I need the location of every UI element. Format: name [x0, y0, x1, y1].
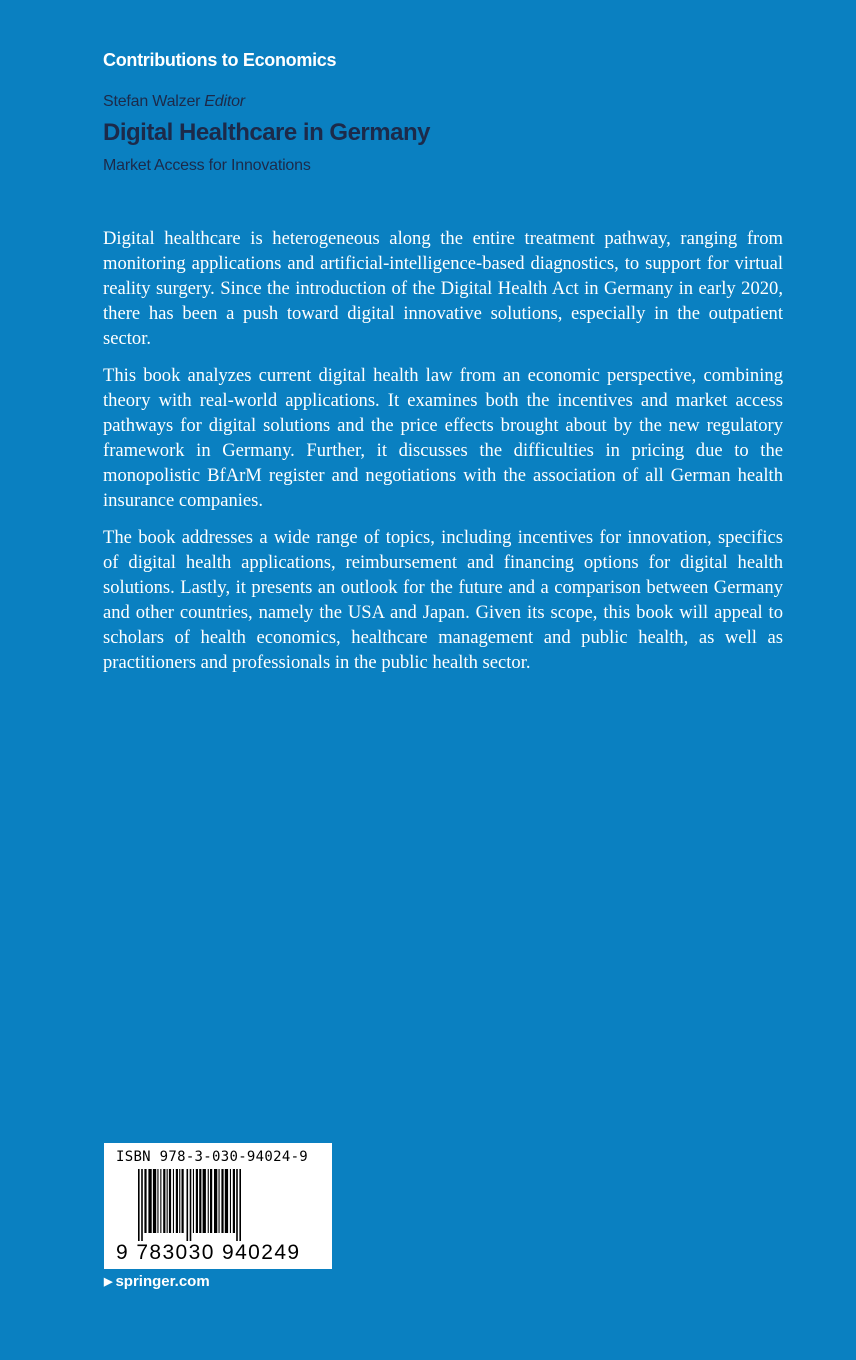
barcode-bar	[239, 1169, 241, 1241]
barcode-bar	[199, 1169, 201, 1233]
blurb-paragraph: Digital healthcare is heterogeneous along the entire treatment pathway, ranging from monitoring applications and artificial-intelligence-based diagnostics, to support for virtual reality surgery. Since the introduction of the Digital Health Act in Germany in early 2020, there has been a push toward digital innovative solutions, especially in the outpatient sector.	[103, 228, 783, 349]
barcode-bar	[169, 1169, 171, 1233]
barcode-bar	[210, 1169, 212, 1233]
book-title: Digital Healthcare in Germany	[103, 119, 430, 146]
barcode-bar	[203, 1169, 206, 1233]
barcode-bar	[208, 1169, 209, 1233]
ean-digits: 9 783030 940249	[116, 1241, 301, 1264]
barcode-bar	[221, 1169, 223, 1233]
blurb-paragraph: This book analyzes current digital health law from an economic perspective, combining theory with real-world applications. It examines both the incentives and market access pathways for digital solutions and the price effects brought about by the new regulatory framework in Germany. Further, it discusses the difficulties in pricing due to the monopolistic BfArM register and negotiations with the association of all German health insurance companies.	[103, 365, 783, 511]
barcode-bar	[214, 1169, 217, 1233]
editor-line	[103, 93, 245, 111]
editor-name: Stefan Walzer	[103, 93, 201, 110]
barcode-bar	[225, 1169, 228, 1233]
barcode-bar	[144, 1169, 146, 1233]
barcode-bar	[190, 1169, 192, 1241]
barcode-bar	[219, 1169, 220, 1233]
barcode-bar	[182, 1169, 184, 1233]
description-blurb	[103, 226, 783, 687]
barcode-bar	[167, 1169, 168, 1233]
barcode-bar	[179, 1169, 180, 1233]
book-subtitle: Market Access for Innovations	[103, 157, 311, 174]
barcode-bar	[196, 1169, 198, 1233]
triangle-right-icon: ▶	[104, 1276, 113, 1288]
isbn-barcode	[104, 1143, 332, 1269]
publisher-link[interactable]	[104, 1273, 210, 1290]
barcode-bar	[153, 1169, 156, 1233]
series-name: Contributions to Economics	[103, 50, 337, 70]
isbn-number: ISBN 978-3-030-94024-9	[116, 1149, 309, 1165]
barcode-bar	[187, 1169, 189, 1241]
barcode-bar	[157, 1169, 158, 1233]
blurb-paragraph: The book addresses a wide range of topics, including incentives for innovation, specifics of digital health applications, reimbursement and financing options for digital health solutions. Lastly, it presents an outlook for the future and a comparison between Germany and other countries, namely the USA and Japan. Given its scope, this book will appeal to scholars of health economics, healthcare management and public health, as well as practitioners and professionals in the public health sector.	[103, 527, 783, 673]
barcode-bar	[141, 1169, 143, 1241]
barcode-bar	[148, 1169, 151, 1233]
editor-role: Editor	[204, 93, 245, 110]
barcode-bar	[163, 1169, 165, 1233]
barcode-bar	[138, 1169, 140, 1241]
barcode-bar	[193, 1169, 194, 1233]
publisher-url: springer.com	[115, 1273, 210, 1290]
barcode-bar	[233, 1169, 235, 1233]
barcode-bar	[173, 1169, 174, 1233]
barcode-bar	[176, 1169, 178, 1233]
barcode-bar	[236, 1169, 238, 1241]
barcode-bar	[160, 1169, 161, 1233]
barcode-bars	[136, 1169, 308, 1241]
barcode-bar	[230, 1169, 231, 1233]
